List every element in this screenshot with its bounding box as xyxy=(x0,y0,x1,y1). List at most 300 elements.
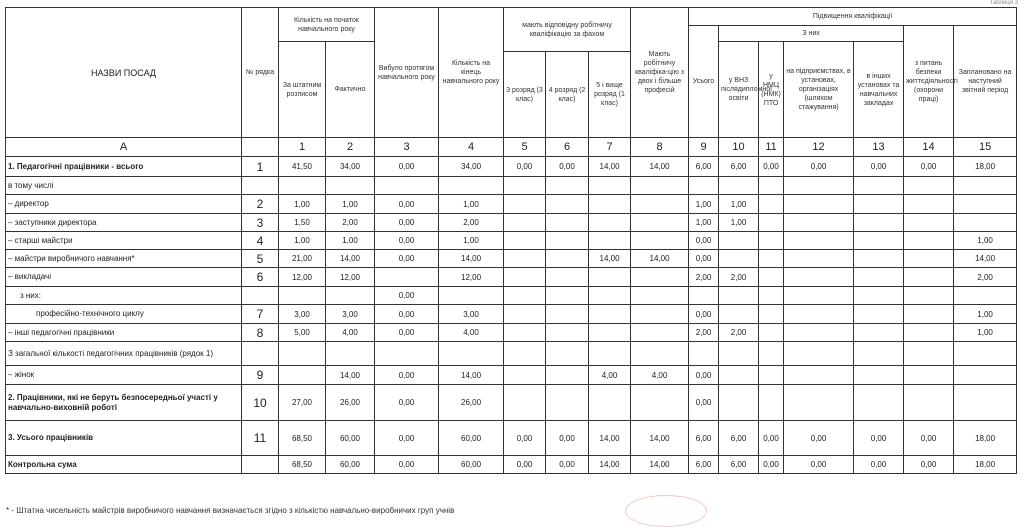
value-cell: 6,00 xyxy=(719,456,759,474)
header-nmc: у НМЦ (НМК) ПТО xyxy=(759,42,784,138)
value-cell: 14,00 xyxy=(631,421,689,456)
value-cell xyxy=(589,268,631,287)
value-cell: 60,00 xyxy=(439,421,504,456)
value-cell xyxy=(784,324,854,342)
header-total: Усього xyxy=(689,26,719,138)
value-cell xyxy=(784,385,854,421)
value-cell: 14,00 xyxy=(589,456,631,474)
column-number: 1 xyxy=(279,138,326,157)
header-staff: За штатним розписом xyxy=(279,42,326,138)
value-cell xyxy=(954,366,1017,385)
value-cell xyxy=(759,342,784,366)
value-cell: 0,00 xyxy=(689,366,719,385)
value-cell xyxy=(954,287,1017,305)
value-cell xyxy=(589,195,631,214)
value-cell xyxy=(719,366,759,385)
value-cell: 68,50 xyxy=(279,421,326,456)
value-cell: 2,00 xyxy=(719,268,759,287)
column-number: 6 xyxy=(546,138,589,157)
value-cell xyxy=(631,214,689,232)
value-cell: 12,00 xyxy=(439,268,504,287)
value-cell: 0,00 xyxy=(689,250,719,268)
value-cell xyxy=(854,305,904,324)
value-cell xyxy=(904,287,954,305)
column-number: 13 xyxy=(854,138,904,157)
value-cell: 34,00 xyxy=(439,157,504,177)
value-cell: 12,00 xyxy=(279,268,326,287)
row-number: 3 xyxy=(242,214,279,232)
value-cell: 6,00 xyxy=(719,157,759,177)
value-cell xyxy=(784,305,854,324)
value-cell xyxy=(504,177,546,195)
column-number: 7 xyxy=(589,138,631,157)
value-cell: 1,00 xyxy=(326,232,375,250)
value-cell: 14,00 xyxy=(631,456,689,474)
value-cell: 18,00 xyxy=(954,421,1017,456)
value-cell: 26,00 xyxy=(326,385,375,421)
header-q4: 4 розряд (2 клас) xyxy=(546,52,589,138)
value-cell xyxy=(719,287,759,305)
value-cell: 6,00 xyxy=(719,421,759,456)
value-cell xyxy=(589,287,631,305)
value-cell xyxy=(854,385,904,421)
value-cell: 1,50 xyxy=(279,214,326,232)
value-cell xyxy=(904,324,954,342)
value-cell xyxy=(504,385,546,421)
value-cell: 0,00 xyxy=(784,456,854,474)
value-cell xyxy=(439,287,504,305)
header-safety: з питань безпеки життєдіяльності (охорони праці) xyxy=(904,26,954,138)
top-note: Таблиця 3 xyxy=(989,0,1018,6)
value-cell: 60,00 xyxy=(326,421,375,456)
value-cell: 14,00 xyxy=(631,157,689,177)
value-cell: 2,00 xyxy=(439,214,504,232)
value-cell: 0,00 xyxy=(689,232,719,250)
value-cell: 18,00 xyxy=(954,456,1017,474)
value-cell xyxy=(546,305,589,324)
row-label: – жінок xyxy=(6,366,242,385)
value-cell xyxy=(279,342,326,366)
header-q5: 5 і вище розряд (1 клас) xyxy=(589,52,631,138)
value-cell xyxy=(546,177,589,195)
column-number: 9 xyxy=(689,138,719,157)
value-cell xyxy=(719,385,759,421)
value-cell xyxy=(719,177,759,195)
value-cell xyxy=(504,214,546,232)
value-cell: 0,00 xyxy=(854,456,904,474)
value-cell: 1,00 xyxy=(954,305,1017,324)
value-cell: 0,00 xyxy=(504,456,546,474)
row-number: 2 xyxy=(242,195,279,214)
value-cell xyxy=(546,250,589,268)
value-cell: 3,00 xyxy=(326,305,375,324)
value-cell xyxy=(719,250,759,268)
value-cell xyxy=(589,385,631,421)
value-cell xyxy=(375,177,439,195)
row-number: 10 xyxy=(242,385,279,421)
row-number: 8 xyxy=(242,324,279,342)
header-two-professions: Мають робітничу кваліфіка-цію з двох і більше професій xyxy=(631,8,689,138)
row-label: з них: xyxy=(6,287,242,305)
value-cell: 0,00 xyxy=(689,305,719,324)
row-label: Контрольна сума xyxy=(6,456,242,474)
row-label: 1. Педагогічні працівники - всього xyxy=(6,157,242,177)
row-number: 11 xyxy=(242,421,279,456)
value-cell: 4,00 xyxy=(631,366,689,385)
row-label: – директор xyxy=(6,195,242,214)
column-number: 14 xyxy=(904,138,954,157)
value-cell xyxy=(759,232,784,250)
value-cell xyxy=(326,287,375,305)
value-cell xyxy=(631,177,689,195)
value-cell: 14,00 xyxy=(589,421,631,456)
value-cell: 0,00 xyxy=(375,287,439,305)
row-number xyxy=(242,456,279,474)
value-cell: 0,00 xyxy=(904,157,954,177)
value-cell: 68,50 xyxy=(279,456,326,474)
value-cell xyxy=(759,177,784,195)
value-cell xyxy=(954,385,1017,421)
value-cell: 14,00 xyxy=(439,250,504,268)
value-cell xyxy=(589,305,631,324)
value-cell xyxy=(279,177,326,195)
value-cell xyxy=(546,232,589,250)
value-cell: 1,00 xyxy=(954,324,1017,342)
table-row xyxy=(6,214,1017,232)
header-vnz: у ВНЗ післядипломної освіти xyxy=(719,42,759,138)
value-cell: 4,00 xyxy=(439,324,504,342)
value-cell xyxy=(631,268,689,287)
row-number xyxy=(242,177,279,195)
row-label: З загальної кількості педагогічних працівників (рядок 1) xyxy=(6,342,242,366)
value-cell xyxy=(279,366,326,385)
value-cell xyxy=(326,342,375,366)
value-cell xyxy=(904,385,954,421)
value-cell: 34,00 xyxy=(326,157,375,177)
value-cell xyxy=(375,342,439,366)
value-cell: 3,00 xyxy=(279,305,326,324)
table-row xyxy=(6,157,1017,177)
value-cell xyxy=(631,385,689,421)
value-cell: 0,00 xyxy=(375,324,439,342)
value-cell xyxy=(719,232,759,250)
value-cell: 3,00 xyxy=(439,305,504,324)
value-cell: 1,00 xyxy=(954,232,1017,250)
value-cell xyxy=(546,342,589,366)
value-cell: 6,00 xyxy=(689,157,719,177)
value-cell xyxy=(631,324,689,342)
value-cell xyxy=(784,177,854,195)
header-start-year: Кількість на початок навчального року xyxy=(279,8,375,42)
value-cell xyxy=(631,232,689,250)
table-row xyxy=(6,250,1017,268)
stamp-mark xyxy=(625,495,707,527)
table-row xyxy=(6,195,1017,214)
value-cell: 0,00 xyxy=(904,456,954,474)
value-cell: 60,00 xyxy=(439,456,504,474)
row-number: 9 xyxy=(242,366,279,385)
value-cell xyxy=(719,305,759,324)
value-cell xyxy=(546,214,589,232)
value-cell: 0,00 xyxy=(854,421,904,456)
value-cell xyxy=(279,287,326,305)
value-cell xyxy=(504,366,546,385)
value-cell xyxy=(589,177,631,195)
value-cell xyxy=(439,342,504,366)
value-cell xyxy=(784,268,854,287)
header-of-them: З них xyxy=(719,26,904,42)
header-actual: Фактично xyxy=(326,42,375,138)
table-row xyxy=(6,421,1017,456)
value-cell: 1,00 xyxy=(439,232,504,250)
staff-table xyxy=(5,7,1017,474)
value-cell: 1,00 xyxy=(439,195,504,214)
column-number: 12 xyxy=(784,138,854,157)
table-row xyxy=(6,232,1017,250)
value-cell xyxy=(854,268,904,287)
value-cell xyxy=(439,177,504,195)
value-cell: 0,00 xyxy=(546,456,589,474)
value-cell: 6,00 xyxy=(689,421,719,456)
value-cell xyxy=(759,214,784,232)
header-names: НАЗВИ ПОСАД xyxy=(6,8,242,138)
col-letter: А xyxy=(6,138,242,157)
value-cell: 41,50 xyxy=(279,157,326,177)
value-cell: 0,00 xyxy=(689,385,719,421)
header-qualification: мають відповідну робітничу кваліфікацію за фахом xyxy=(504,8,631,52)
row-number: 4 xyxy=(242,232,279,250)
footnote: * - Штатна чисельність майстрів виробничого навчання визначається згідно з кількістю навчально-виробничих груп учнів xyxy=(6,506,455,515)
value-cell xyxy=(854,214,904,232)
value-cell xyxy=(589,214,631,232)
column-number: 2 xyxy=(326,138,375,157)
header-enterprises: на підприємствах, в установах, організаціях (шляхом стажування) xyxy=(784,42,854,138)
value-cell xyxy=(784,287,854,305)
table-row xyxy=(6,177,1017,195)
value-cell xyxy=(759,250,784,268)
table-row xyxy=(6,268,1017,287)
value-cell xyxy=(504,232,546,250)
column-number: 15 xyxy=(954,138,1017,157)
row-number: 1 xyxy=(242,157,279,177)
value-cell: 1,00 xyxy=(719,214,759,232)
value-cell: 0,00 xyxy=(504,421,546,456)
value-cell: 0,00 xyxy=(784,421,854,456)
value-cell xyxy=(689,342,719,366)
header-left: Вибуло протягом навчального року xyxy=(375,8,439,138)
value-cell: 14,00 xyxy=(439,366,504,385)
header-other-institutions: в інших установах та навчальних закладах xyxy=(854,42,904,138)
value-cell xyxy=(546,195,589,214)
value-cell: 2,00 xyxy=(689,268,719,287)
value-cell xyxy=(904,305,954,324)
value-cell xyxy=(904,177,954,195)
value-cell: 0,00 xyxy=(546,157,589,177)
value-cell xyxy=(904,232,954,250)
value-cell: 0,00 xyxy=(375,214,439,232)
value-cell xyxy=(854,366,904,385)
value-cell: 1,00 xyxy=(279,232,326,250)
value-cell: 14,00 xyxy=(326,366,375,385)
value-cell: 0,00 xyxy=(375,157,439,177)
value-cell: 2,00 xyxy=(689,324,719,342)
row-label: професійно-технічного циклу xyxy=(6,305,242,324)
column-number: 10 xyxy=(719,138,759,157)
value-cell: 14,00 xyxy=(326,250,375,268)
value-cell: 2,00 xyxy=(326,214,375,232)
value-cell xyxy=(904,214,954,232)
value-cell xyxy=(504,250,546,268)
value-cell xyxy=(954,177,1017,195)
row-number: 5 xyxy=(242,250,279,268)
value-cell: 1,00 xyxy=(326,195,375,214)
column-number: 5 xyxy=(504,138,546,157)
value-cell: 5,00 xyxy=(279,324,326,342)
value-cell: 4,00 xyxy=(589,366,631,385)
table-row xyxy=(6,385,1017,421)
value-cell: 6,00 xyxy=(689,456,719,474)
header-planned: Заплановано на наступний звітний період xyxy=(954,26,1017,138)
value-cell xyxy=(854,324,904,342)
row-label: 3. Усього працівників xyxy=(6,421,242,456)
value-cell xyxy=(631,305,689,324)
table-row xyxy=(6,342,1017,366)
column-number: 3 xyxy=(375,138,439,157)
value-cell xyxy=(504,287,546,305)
value-cell xyxy=(854,287,904,305)
value-cell xyxy=(326,177,375,195)
value-cell: 0,00 xyxy=(784,157,854,177)
value-cell xyxy=(689,287,719,305)
value-cell xyxy=(504,324,546,342)
row-label: – інші педагогічні працівники xyxy=(6,324,242,342)
column-number: 4 xyxy=(439,138,504,157)
value-cell: 2,00 xyxy=(954,268,1017,287)
value-cell: 26,00 xyxy=(439,385,504,421)
value-cell xyxy=(589,342,631,366)
value-cell xyxy=(954,195,1017,214)
value-cell: 0,00 xyxy=(759,456,784,474)
value-cell xyxy=(504,268,546,287)
header-row-no: № рядка xyxy=(242,8,279,138)
row-label: – старші майстри xyxy=(6,232,242,250)
value-cell: 2,00 xyxy=(719,324,759,342)
value-cell xyxy=(631,195,689,214)
value-cell: 1,00 xyxy=(279,195,326,214)
value-cell xyxy=(954,214,1017,232)
value-cell: 0,00 xyxy=(759,157,784,177)
row-label: 2. Працівники, які не беруть безпосередньої участі у навчально-виховній роботі xyxy=(6,385,242,421)
value-cell xyxy=(904,342,954,366)
value-cell: 14,00 xyxy=(631,250,689,268)
value-cell xyxy=(504,305,546,324)
value-cell xyxy=(631,287,689,305)
value-cell: 1,00 xyxy=(689,195,719,214)
value-cell xyxy=(546,385,589,421)
value-cell xyxy=(784,342,854,366)
value-cell: 0,00 xyxy=(375,421,439,456)
value-cell: 0,00 xyxy=(504,157,546,177)
column-number: 8 xyxy=(631,138,689,157)
value-cell xyxy=(719,342,759,366)
value-cell: 0,00 xyxy=(546,421,589,456)
value-cell xyxy=(759,324,784,342)
value-cell xyxy=(904,268,954,287)
value-cell: 60,00 xyxy=(326,456,375,474)
value-cell xyxy=(375,268,439,287)
row-label: – заступники директора xyxy=(6,214,242,232)
row-number xyxy=(242,342,279,366)
value-cell: 0,00 xyxy=(854,157,904,177)
value-cell: 14,00 xyxy=(589,157,631,177)
value-cell xyxy=(854,195,904,214)
value-cell xyxy=(759,268,784,287)
value-cell xyxy=(546,324,589,342)
value-cell xyxy=(854,177,904,195)
value-cell xyxy=(904,195,954,214)
table-row xyxy=(6,366,1017,385)
row-number xyxy=(242,287,279,305)
value-cell xyxy=(759,195,784,214)
header-end-year: Кількість на кінець навчального року xyxy=(439,8,504,138)
value-cell: 0,00 xyxy=(759,421,784,456)
value-cell: 1,00 xyxy=(719,195,759,214)
value-cell xyxy=(546,287,589,305)
value-cell: 1,00 xyxy=(689,214,719,232)
value-cell xyxy=(784,366,854,385)
value-cell: 14,00 xyxy=(954,250,1017,268)
table-row xyxy=(6,324,1017,342)
value-cell: 0,00 xyxy=(375,195,439,214)
value-cell: 4,00 xyxy=(326,324,375,342)
value-cell xyxy=(589,232,631,250)
header-upgrade: Підвищення кваліфікації xyxy=(689,8,1017,26)
value-cell xyxy=(504,342,546,366)
value-cell: 0,00 xyxy=(375,305,439,324)
value-cell: 0,00 xyxy=(375,456,439,474)
value-cell: 14,00 xyxy=(589,250,631,268)
value-cell: 0,00 xyxy=(375,232,439,250)
value-cell xyxy=(589,324,631,342)
table-row xyxy=(6,287,1017,305)
row-number: 7 xyxy=(242,305,279,324)
value-cell xyxy=(631,342,689,366)
value-cell xyxy=(854,250,904,268)
value-cell: 21,00 xyxy=(279,250,326,268)
row-label: в тому числі xyxy=(6,177,242,195)
value-cell xyxy=(854,342,904,366)
value-cell xyxy=(784,195,854,214)
value-cell xyxy=(759,366,784,385)
row-label: – майстри виробничого навчання* xyxy=(6,250,242,268)
value-cell xyxy=(904,250,954,268)
value-cell xyxy=(759,305,784,324)
value-cell: 12,00 xyxy=(326,268,375,287)
value-cell: 0,00 xyxy=(904,421,954,456)
value-cell xyxy=(784,250,854,268)
value-cell xyxy=(546,366,589,385)
table-row xyxy=(6,456,1017,474)
value-cell xyxy=(689,177,719,195)
value-cell xyxy=(784,232,854,250)
value-cell: 18,00 xyxy=(954,157,1017,177)
value-cell xyxy=(759,385,784,421)
table-row xyxy=(6,305,1017,324)
value-cell xyxy=(854,232,904,250)
value-cell xyxy=(904,366,954,385)
value-cell: 27,00 xyxy=(279,385,326,421)
value-cell xyxy=(759,287,784,305)
